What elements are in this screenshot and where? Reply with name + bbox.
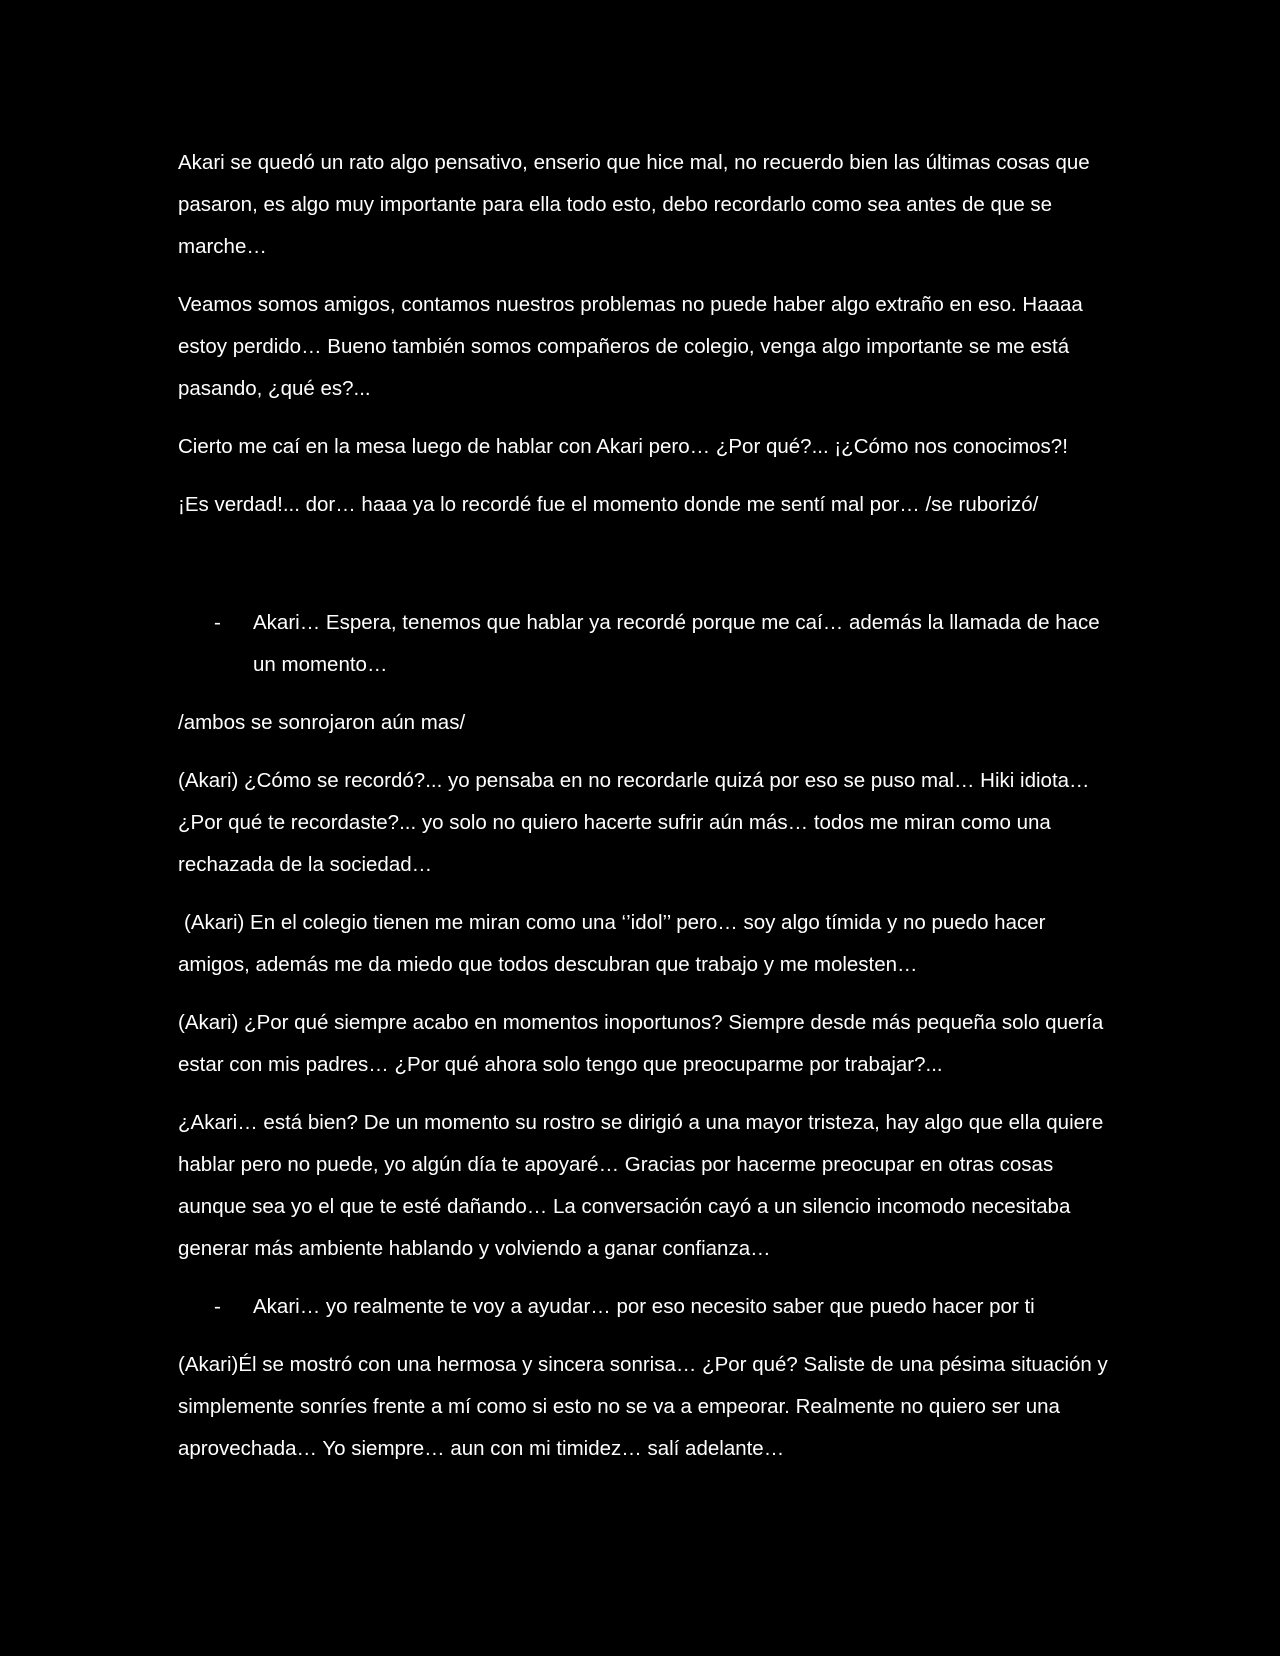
- dialogue-line-2: [178, 1286, 1108, 1328]
- blank-space: [178, 542, 1108, 602]
- paragraph-2: Veamos somos amigos, contamos nuestros problemas no puede haber algo extraño en eso. Haaaa estoy perdido… Bueno también somos compañeros de colegio, venga algo importante se me está pasando, ¿qué es?...: [178, 293, 1083, 400]
- paragraph-10: (Akari)Él se mostró con una hermosa y sincera sonrisa… ¿Por qué? Saliste de una pésima situación y simplemente sonríes frente a mí como si esto no se va a empeorar. Realmente no quiero ser una aprovechada… Yo siempre… aun con mi timidez… salí adelante…: [178, 1353, 1108, 1460]
- paragraph-4: ¡Es verdad!... dor… haaa ya lo recordé fue el momento donde me sentí mal por… /se ruborizó/: [178, 493, 1039, 516]
- paragraph-7: (Akari) En el colegio tienen me miran como una ‘’idol’’ pero… soy algo tímida y no puedo hacer amigos, además me da miedo que todos descubran que trabajo y me molesten…: [178, 911, 1046, 976]
- paragraph-5: /ambos se sonrojaron aún mas/: [178, 711, 466, 734]
- dialogue-text: Akari… yo realmente te voy a ayudar… por eso necesito saber que puedo hacer por ti: [253, 1295, 1035, 1318]
- paragraph-1: Akari se quedó un rato algo pensativo, enserio que hice mal, no recuerdo bien las últimas cosas que pasaron, es algo muy importante para ella todo esto, debo recordarlo como sea antes de que se marche…: [178, 151, 1090, 258]
- document-body: [178, 142, 1108, 1486]
- dialogue-dash: -: [214, 1295, 221, 1318]
- paragraph-3: Cierto me caí en la mesa luego de hablar con Akari pero… ¿Por qué?... ¡¿Cómo nos conocimos?!: [178, 435, 1068, 458]
- paragraph-8: (Akari) ¿Por qué siempre acabo en momentos inoportunos? Siempre desde más pequeña solo quería estar con mis padres… ¿Por qué ahora solo tengo que preocuparme por trabajar?...: [178, 1011, 1104, 1076]
- dialogue-dash: -: [214, 611, 221, 634]
- paragraph-9: ¿Akari… está bien? De un momento su rostro se dirigió a una mayor tristeza, hay algo que ella quiere hablar pero no puede, yo algún día te apoyaré… Gracias por hacerme preocupar en otras cosas aunque sea yo el que te esté dañando… La conversación cayó a un silencio incomodo necesitaba generar más ambiente hablando y volviendo a ganar confianza…: [178, 1111, 1104, 1260]
- dialogue-text: Akari… Espera, tenemos que hablar ya recordé porque me caí… además la llamada de hace un momento…: [253, 611, 1100, 676]
- dialogue-line-1: [178, 602, 1108, 686]
- paragraph-6: (Akari) ¿Cómo se recordó?... yo pensaba en no recordarle quizá por eso se puso mal… Hiki idiota… ¿Por qué te recordaste?... yo solo no quiero hacerte sufrir aún más… todos me miran como una rechazada de la sociedad…: [178, 769, 1090, 876]
